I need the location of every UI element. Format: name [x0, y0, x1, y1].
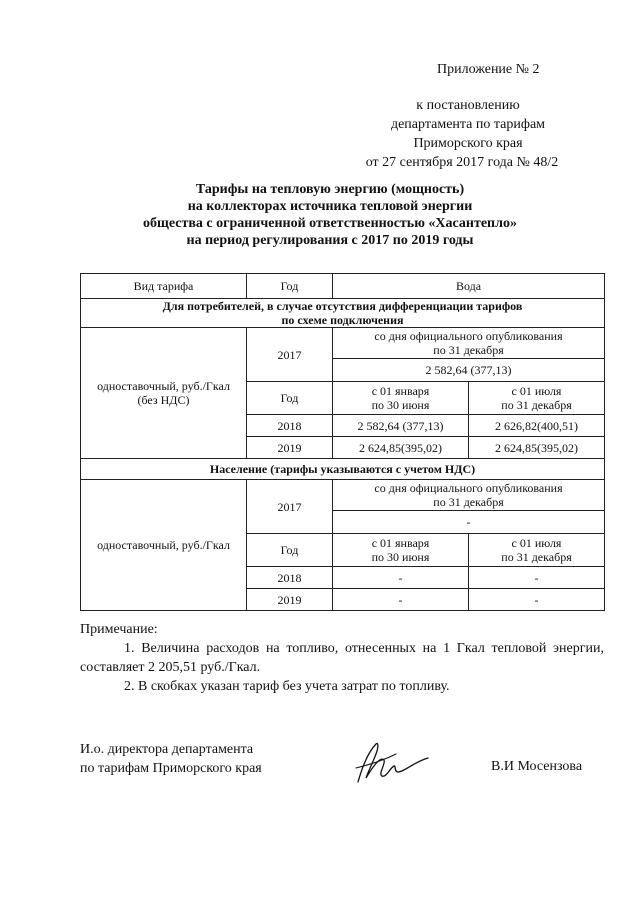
section-1-title: Для потребителей, в случае отсутствия дифференциации тарифов по схеме подключения [81, 299, 605, 328]
table-cell-year: 2018 [247, 415, 333, 437]
title-line: Тарифы на тепловую энергию (мощность) [195, 182, 465, 197]
section-2-year-2017: 2017 [247, 480, 333, 534]
decree-line: от 27 сентября 2017 года № 48/2 [365, 155, 559, 170]
table-cell-value: 2 582,64 (377,13) [333, 415, 469, 437]
section-2-title: Население (тарифы указываются с учетом НДС) [81, 459, 605, 480]
table-row [81, 480, 605, 511]
header-water: Вода [333, 274, 605, 299]
handwritten-signature-icon [352, 738, 432, 788]
table-cell-year: 2019 [247, 589, 333, 611]
section-1-half1-label: с 01 января по 30 июня [333, 382, 469, 415]
note-item: 2. В скобках указан тариф без учета затрат по топливу. [124, 679, 450, 694]
appendix-number: Приложение № 2 [437, 62, 540, 77]
section-2-value-2017: - [333, 511, 605, 534]
section-2-half2-label: с 01 июля по 31 декабря [469, 534, 605, 567]
section-1-header-row [81, 299, 605, 328]
table-row [81, 328, 605, 359]
section-1-value-2017: 2 582,64 (377,13) [333, 359, 605, 382]
section-2-period: со дня официального опубликования по 31 декабря [333, 480, 605, 511]
section-1-year-2017: 2017 [247, 328, 333, 382]
notes [80, 620, 604, 696]
title-line: общества с ограниченной ответственностью «Хасантепло» [143, 216, 517, 231]
section-1-tariff-type: одноставочный, руб./Гкал (без НДС) [81, 328, 247, 459]
table-cell-value: - [469, 567, 605, 589]
table-cell-value: - [333, 567, 469, 589]
decree-line: к постановлению [416, 98, 520, 113]
table-cell-value: 2 626,82(400,51) [469, 415, 605, 437]
table-cell-year: 2019 [247, 437, 333, 459]
header-year: Год [247, 274, 333, 299]
table-cell-value: 2 624,85(395,02) [469, 437, 605, 459]
table-cell-value: - [333, 589, 469, 611]
header-tariff-type: Вид тарифа [81, 274, 247, 299]
decree-line: Приморского края [413, 136, 523, 151]
section-2-half1-label: с 01 января по 30 июня [333, 534, 469, 567]
section-2-header-row [81, 459, 605, 480]
table-cell-value: 2 624,85(395,02) [333, 437, 469, 459]
tariff-table [80, 273, 605, 611]
section-1-year-label: Год [247, 382, 333, 415]
document-title [80, 181, 580, 249]
note-item: 1. Величина расходов на топливо, отнесенных на 1 Гкал тепловой энергии, составляет 2 205,51 руб./Гкал. [80, 641, 604, 675]
section-2-tariff-type: одноставочный, руб./Гкал [81, 480, 247, 611]
table-cell-value: - [469, 589, 605, 611]
decree-reference [348, 96, 588, 172]
table-cell-year: 2018 [247, 567, 333, 589]
signatory-position: И.о. директора департамента по тарифам Приморского края [80, 742, 262, 776]
section-1-period: со дня официального опубликования по 31 декабря [333, 328, 605, 359]
title-line: на коллекторах источника тепловой энергии [187, 199, 473, 214]
title-line: на период регулирования с 2017 по 2019 годы [186, 233, 474, 248]
section-2-year-label: Год [247, 534, 333, 567]
signatory-name: В.И Мосензова [491, 759, 583, 774]
section-1-half2-label: с 01 июля по 31 декабря [469, 382, 605, 415]
notes-heading: Примечание: [80, 622, 158, 637]
table-header-row [81, 274, 605, 299]
decree-line: департамента по тарифам [390, 117, 546, 132]
